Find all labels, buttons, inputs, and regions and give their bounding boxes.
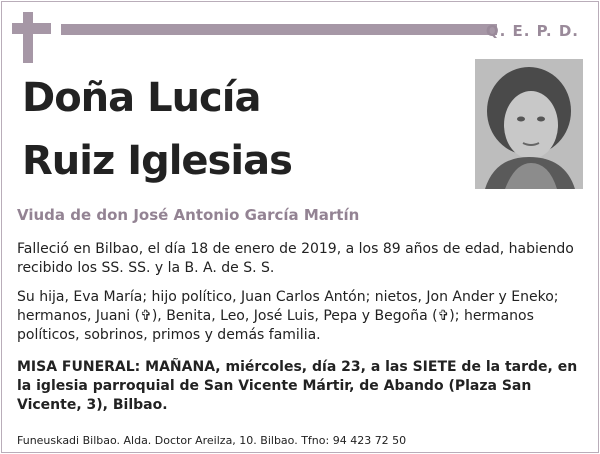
deceased-name-line2: Ruiz Iglesias xyxy=(22,138,292,184)
rip-label: Q. E. P. D. xyxy=(485,22,579,40)
portrait-illustration xyxy=(475,59,583,189)
portrait-photo xyxy=(475,59,583,189)
header-rule xyxy=(61,24,497,35)
deceased-name-line1: Doña Lucía xyxy=(22,75,261,121)
obituary-card xyxy=(1,1,599,453)
family-paragraph: Su hija, Eva María; hijo político, Juan Carlos Antón; nietos, Jon Ander y Eneko; hermanos, Juani (✞), Benita, Leo, José Luis, Pepa y Begoña (✞); hermanos políticos, sobrinos, primos y demás familia. xyxy=(17,289,559,343)
funeral-mass-paragraph: MISA FUNERAL: MAÑANA, miércoles, día 23, a las SIETE de la tarde, en la iglesia parroquial de San Vicente Mártir, de Abando (Plaza San Vicente, 3), Bilbao. xyxy=(17,359,578,413)
widow-subtitle: Viuda de don José Antonio García Martín xyxy=(17,206,360,224)
cross-horizontal-bar xyxy=(12,23,51,34)
funeral-home-footer: Funeuskadi Bilbao. Alda. Doctor Areilza, 10. Bilbao. Tfno: 94 423 72 50 xyxy=(17,434,407,447)
death-notice-paragraph: Falleció en Bilbao, el día 18 de enero de 2019, a los 89 años de edad, habiendo recibido los SS. SS. y la B. A. de S. S. xyxy=(17,241,574,276)
cross-vertical-bar xyxy=(23,12,33,63)
